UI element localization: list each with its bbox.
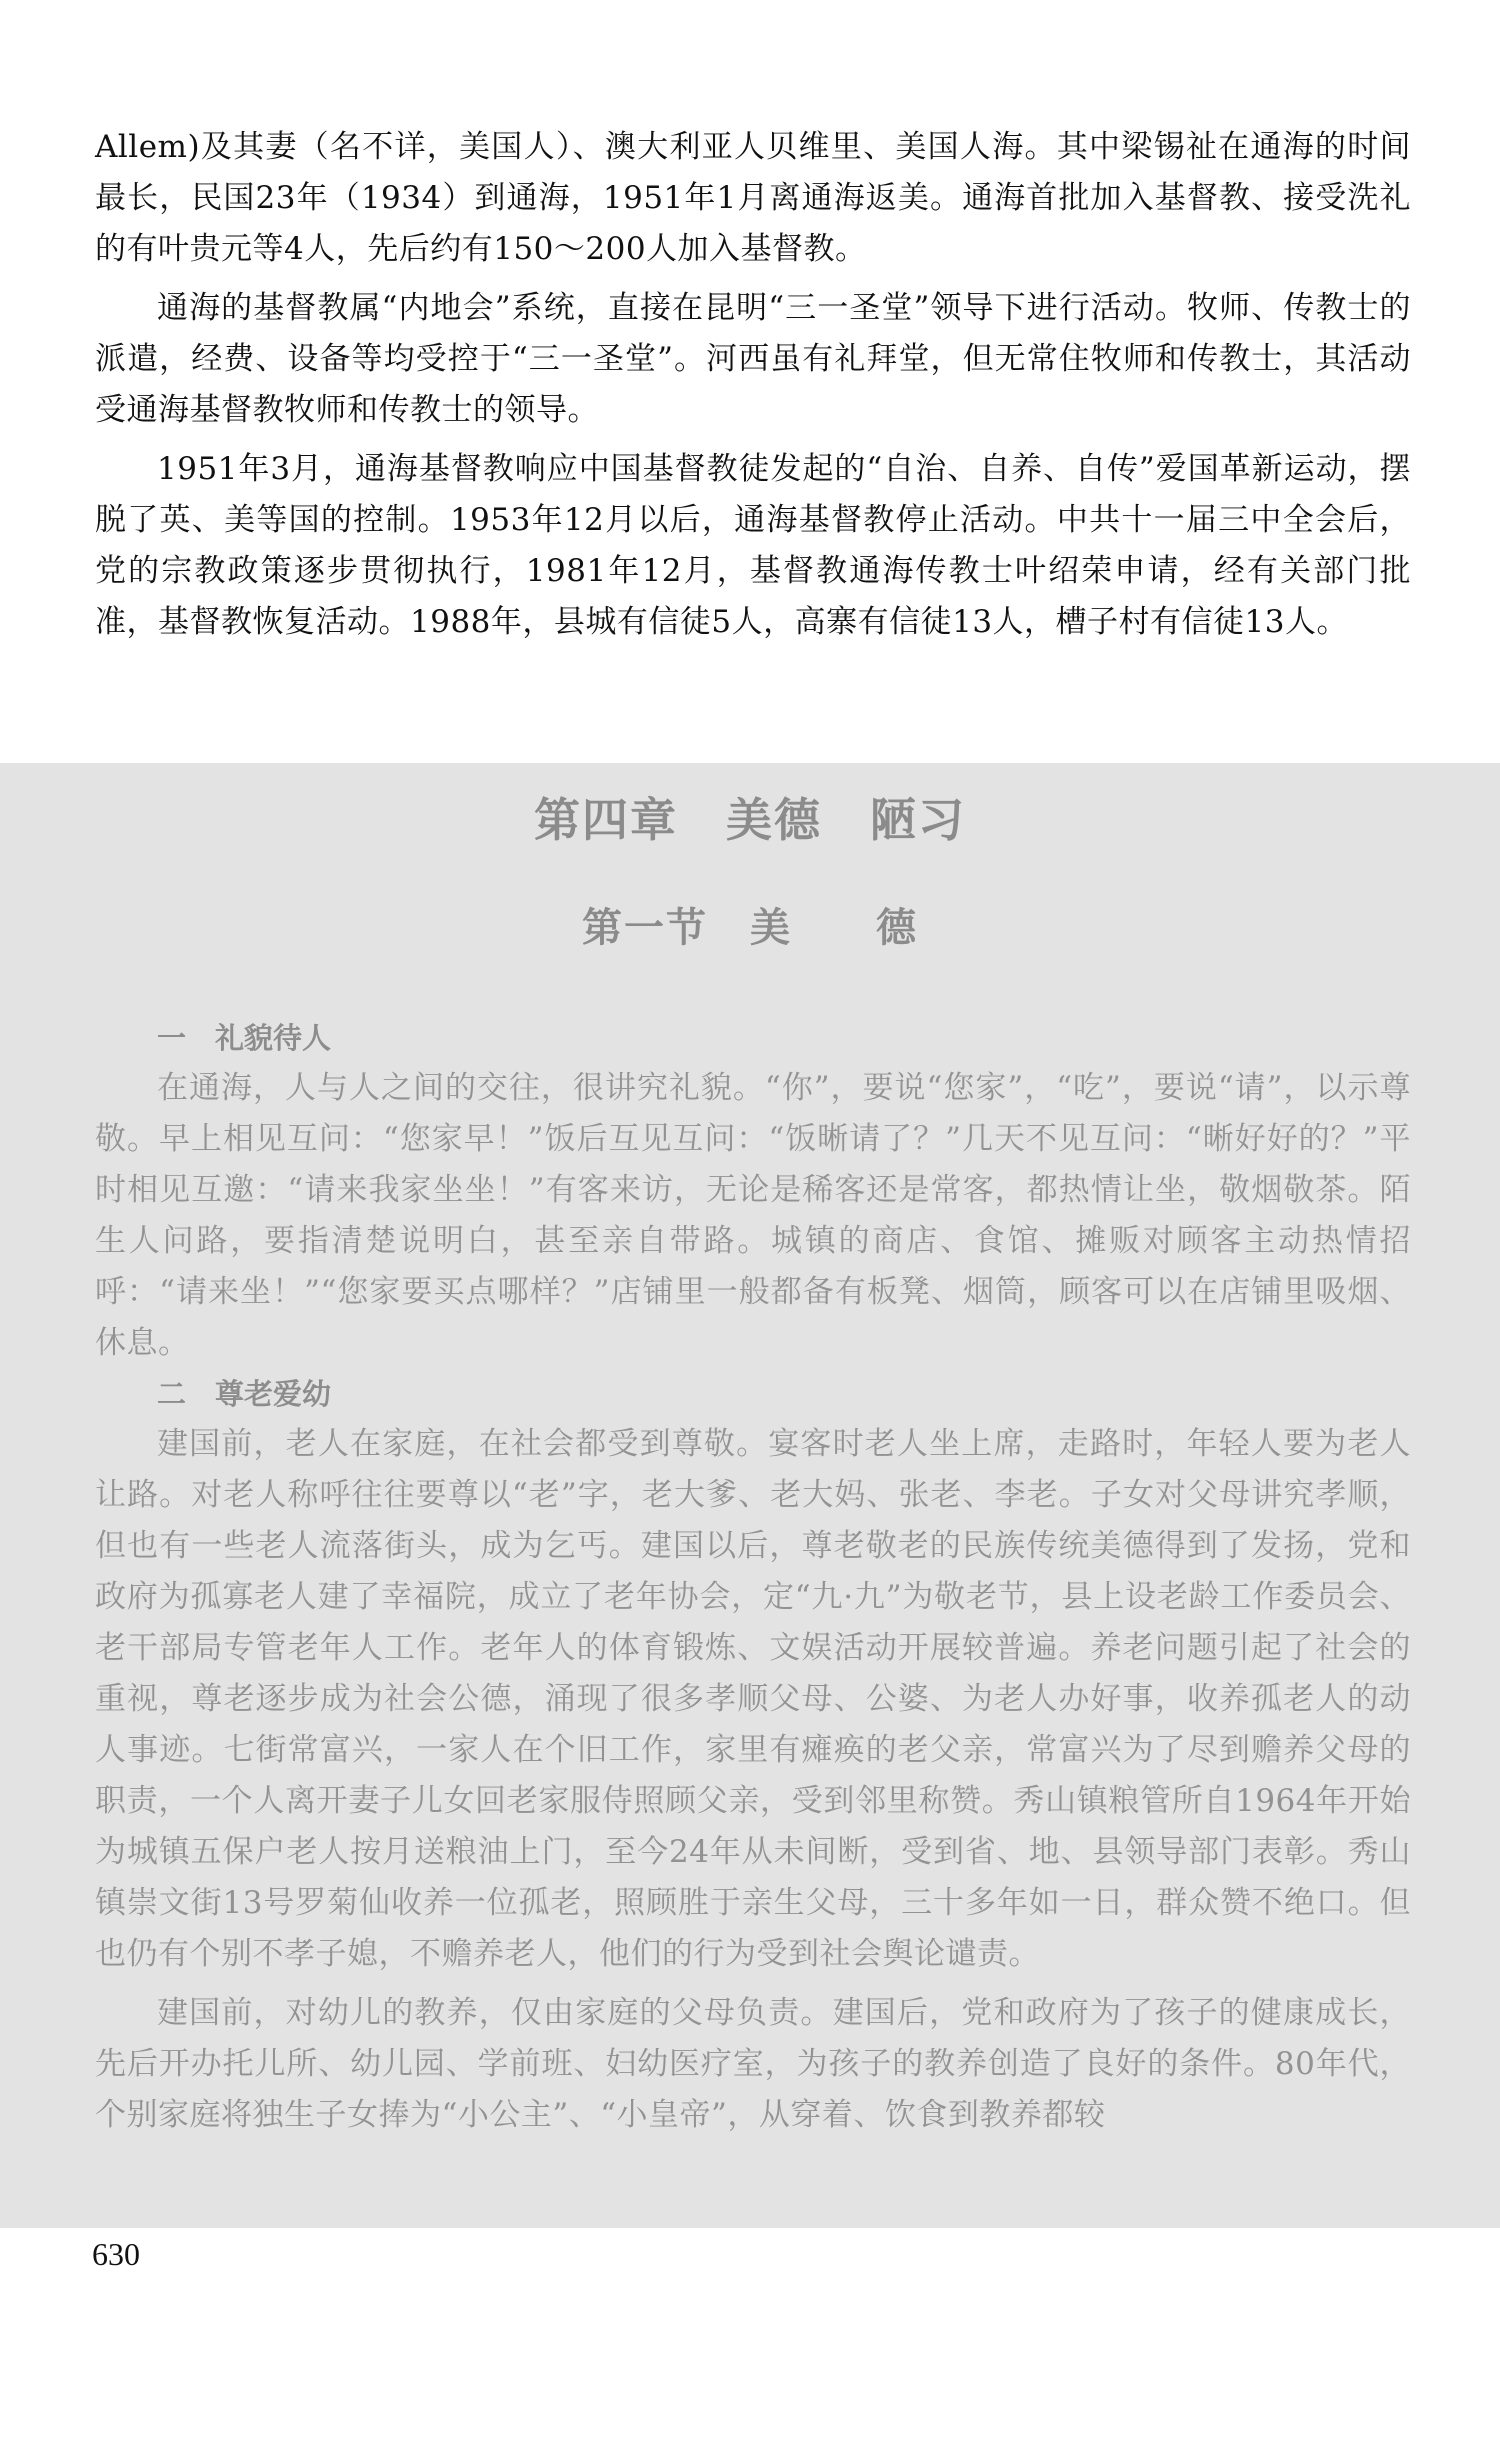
top-paragraph-1: Allem)及其妻（名不详，美国人）、澳大利亚人贝维里、美国人海。其中梁锡祉在通海的时间最长，民国23年（1934）到通海，1951年1月离通海返美。通海首批加入基督教、接受洗礼的有叶贵元等4人，先后约有150～200人加入基督教。 [95,129,1411,267]
section-text-block [95,1013,1411,2141]
courtesy-paragraph: 在通海，人与人之间的交往，很讲究礼貌。“你”，要说“您家”，“吃”，要说“请”，以示尊敬。早上相见互问：“您家早！”饭后互见互问：“饭晰请了？”几天不见互问：“晰好好的？”平时相见互邀：“请来我家坐坐！”有客来访，无论是稀客还是常客，都热情让坐，敬烟敬茶。陌生人问路，要指清楚说明白，甚至亲自带路。城镇的商店、食馆、摊贩对顾客主动热情招呼：“请来坐！”“您家要买点哪样？”店铺里一般都备有板凳、烟筒，顾客可以在店铺里吸烟、休息。 [95,1070,1412,1361]
top-paragraph-3: 1951年3月，通海基督教响应中国基督教徒发起的“自治、自养、自传”爱国革新运动，摆脱了英、美等国的控制。1953年12月以后，通海基督教停止活动。中共十一届三中全会后，党的宗教政策逐步贯彻执行，1981年12月，基督教通海传教士叶绍荣申请，经有关部门批准，基督教恢复活动。1988年，县城有信徒5人，高寨有信徒13人，槽子村有信徒13人。 [95,451,1411,640]
subheading-respect-elders: 二 尊老爱幼 [157,1377,332,1411]
subheading-courtesy: 一 礼貌待人 [157,1021,332,1055]
child-care-paragraph: 建国前，对幼儿的教养，仅由家庭的父母负责。建国后，党和政府为了孩子的健康成长，先后开办托儿所、幼儿园、学前班、妇幼医疗室，为孩子的教养创造了良好的条件。80年代，个别家庭将独生子女捧为“小公主”、“小皇帝”，从穿着、饮食到教养都较 [95,1995,1411,2133]
section-title: 第一节 美 德 [582,904,918,951]
page-number: 630 [92,2236,140,2272]
top-text-section [0,0,1500,760]
top-text-block [95,122,1411,648]
respect-elders-paragraph: 建国前，老人在家庭，在社会都受到尊敬。宴客时老人坐上席，走路时，年轻人要为老人让路。对老人称呼往往要尊以“老”字，老大爹、老大妈、张老、李老。子女对父母讲究孝顺，但也有一些老人流落街头，成为乞丐。建国以后，尊老敬老的民族传统美德得到了发扬，党和政府为孤寡老人建了幸福院，成立了老年协会，定“九·九”为敬老节，县上设老龄工作委员会、老干部局专管老年人工作。老年人的体育锻炼、文娱活动开展较普遍。养老问题引起了社会的重视，尊老逐步成为社会公德，涌现了很多孝顺父母、公婆、为老人办好事，收养孤老人的动人事迹。七街常富兴，一家人在个旧工作，家里有瘫痪的老父亲，常富兴为了尽到赡养父母的职责，一个人离开妻子儿女回老家服侍照顾父亲，受到邻里称赞。秀山镇粮管所自1964年开始为城镇五保户老人按月送粮油上门，至今24年从未间断，受到省、地、县领导部门表彰。秀山镇崇文街13号罗菊仙收养一位孤老，照顾胜于亲生父母，三十多年如一日，群众赞不绝口。但也仍有个别不孝子媳，不赡养老人，他们的行为受到社会舆论谴责。 [95,1426,1411,1972]
top-paragraph-2: 通海的基督教属“内地会”系统，直接在昆明“三一圣堂”领导下进行活动。牧师、传教士的派遣，经费、设备等均受控于“三一圣堂”。河西虽有礼拜堂，但无常住牧师和传教士，其活动受通海基督教牧师和传教士的领导。 [95,290,1411,428]
chapter-title: 第四章 美德 陋习 [534,793,966,847]
